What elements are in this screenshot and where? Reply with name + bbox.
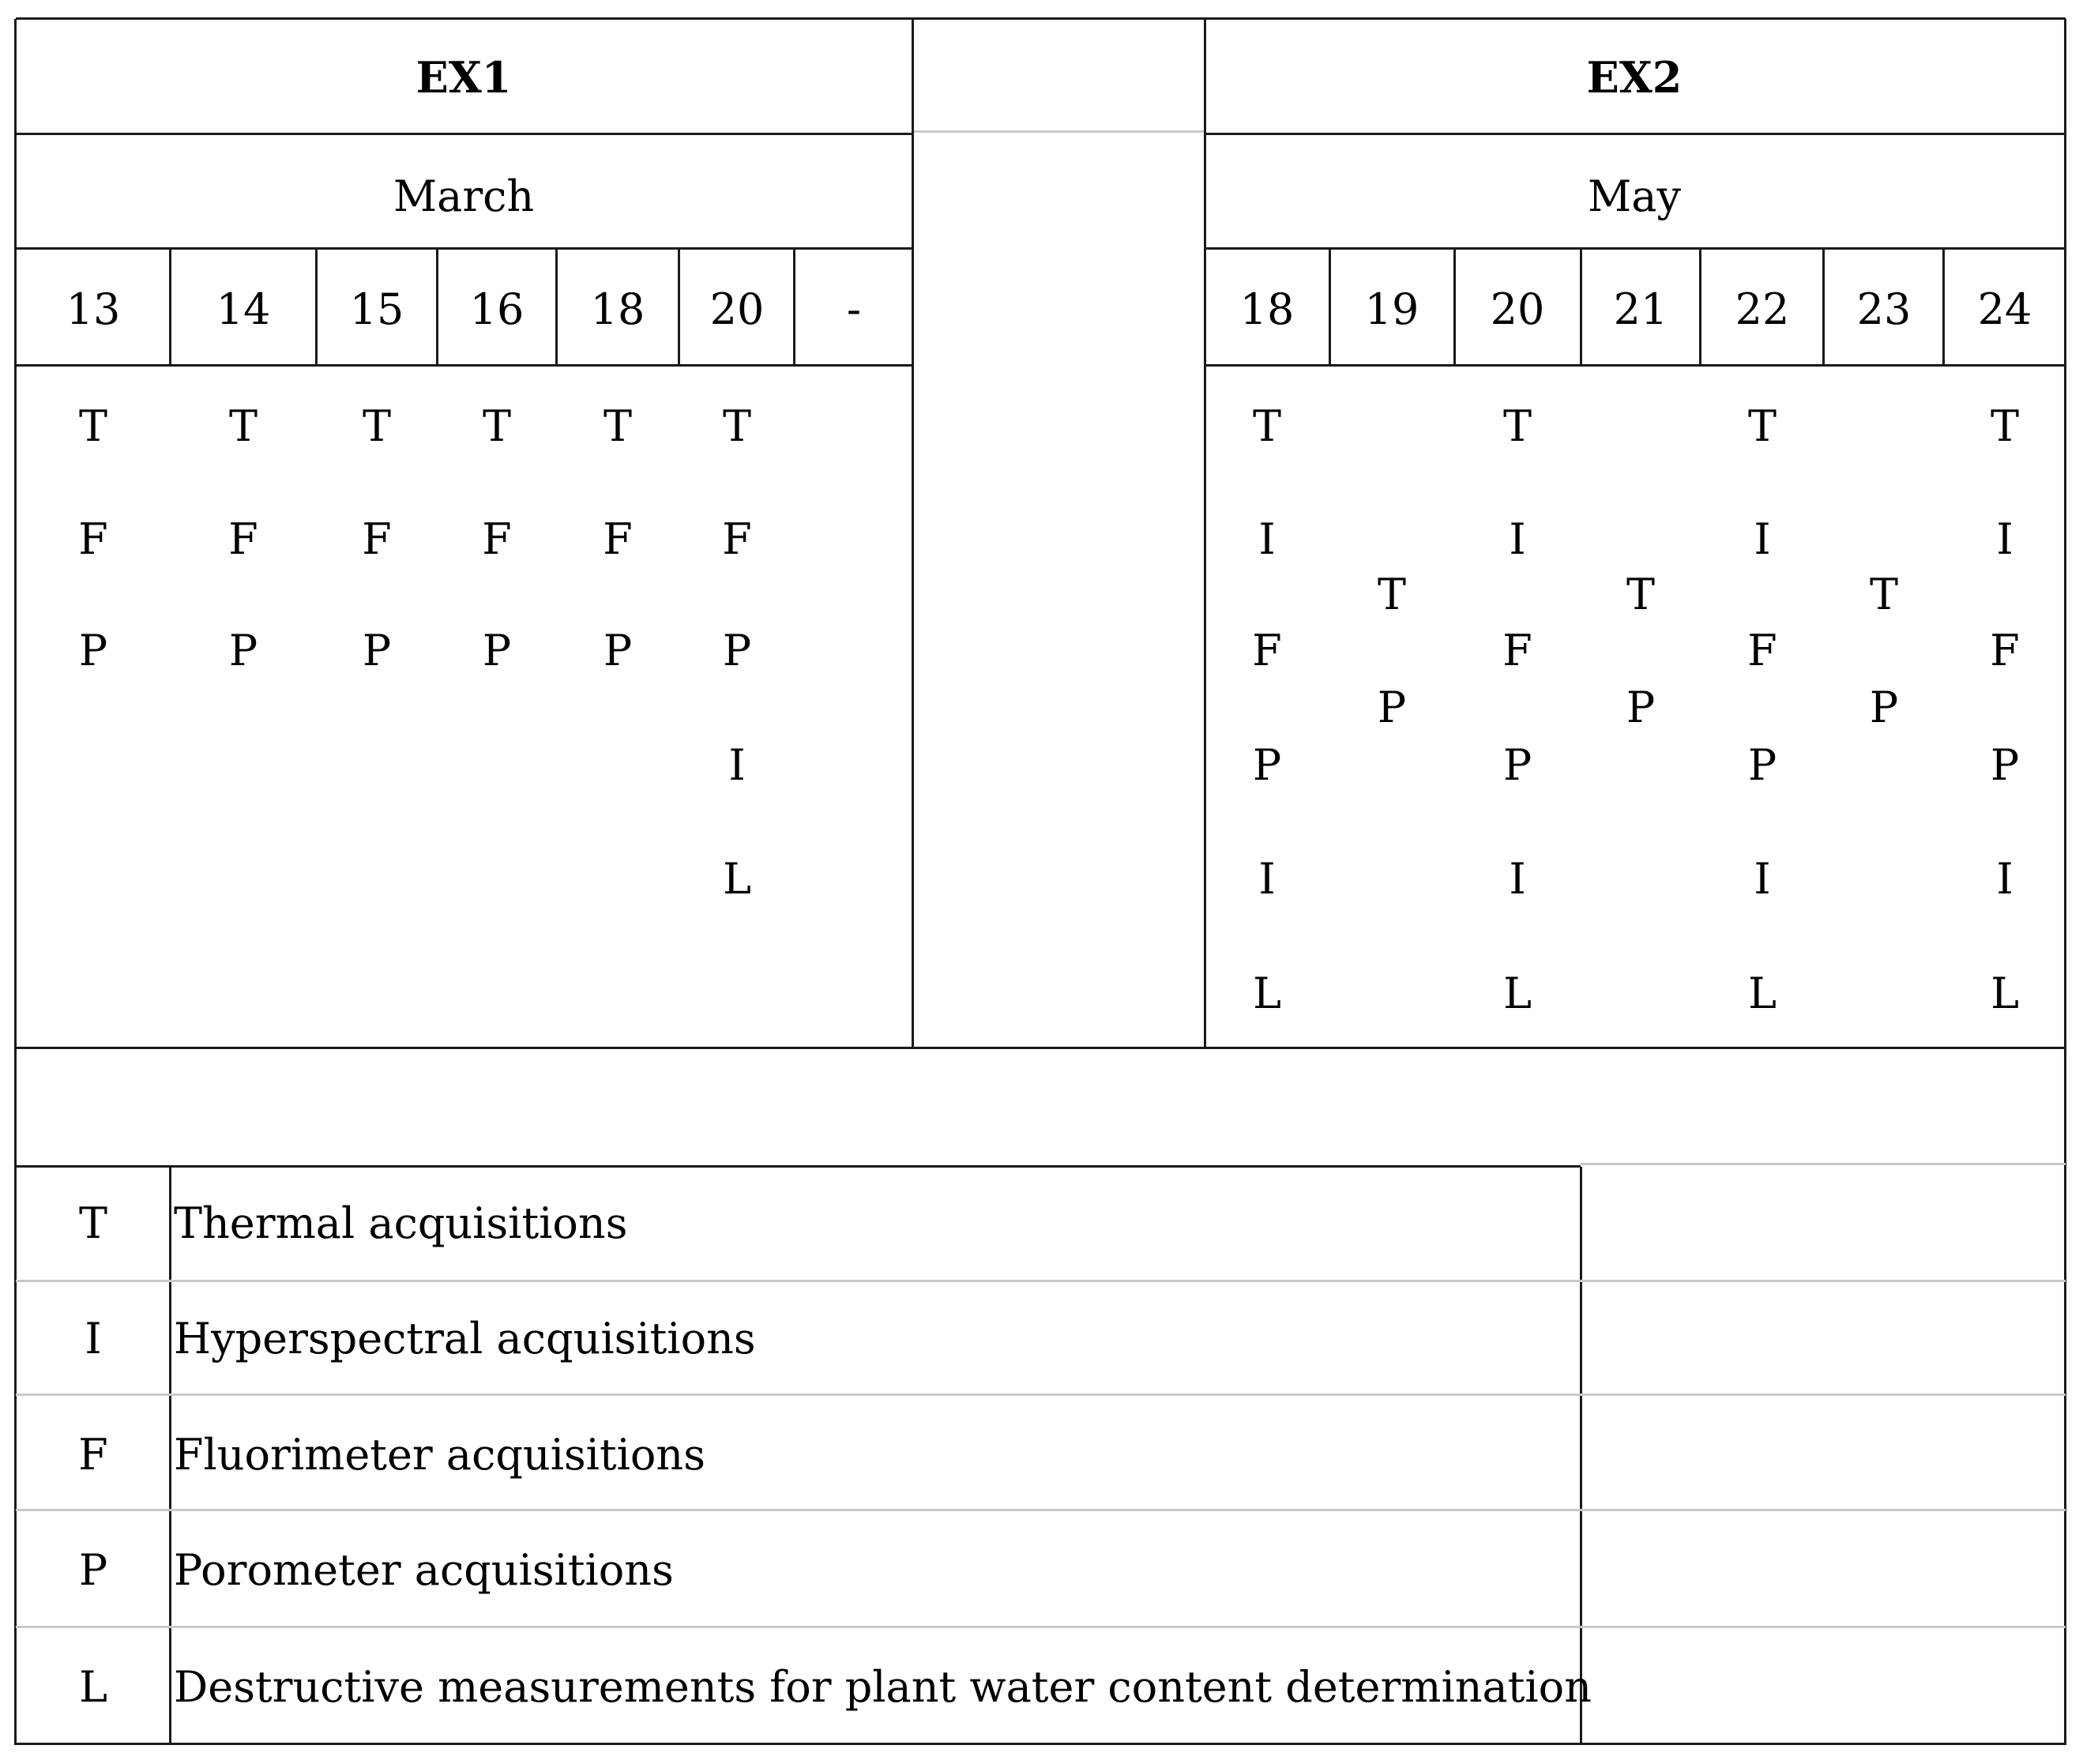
day-column-divider (555, 248, 558, 365)
acquisition-code: P (1502, 740, 1532, 790)
day-column-divider (1822, 248, 1825, 365)
header-rule (1205, 133, 2066, 135)
legend-description: Thermal acquisitions (174, 1198, 628, 1248)
acquisition-code: P (1747, 740, 1777, 790)
acquisition-code: T (1869, 570, 1899, 619)
acquisition-code: I (1754, 514, 1771, 564)
acquisition-code: F (1252, 626, 1282, 675)
acquisition-code: L (1503, 969, 1532, 1018)
acquisition-code: F (1747, 626, 1777, 675)
acquisition-code: F (362, 514, 392, 564)
table-border-bottom (16, 1743, 2066, 1745)
legend-code: T (78, 1198, 108, 1248)
day-label: 18 (1239, 284, 1295, 334)
acquisition-code: F (1502, 626, 1532, 675)
day-column-divider (169, 248, 171, 365)
acquisition-code: P (1377, 683, 1407, 732)
acquisition-code: T (228, 401, 258, 451)
acquisition-code: L (1748, 969, 1777, 1018)
day-column-divider (1453, 248, 1456, 365)
day-label: 18 (590, 284, 645, 334)
header-rule (16, 364, 912, 367)
day-column-divider (793, 248, 795, 365)
day-column-divider (1942, 248, 1945, 365)
day-label: 19 (1364, 284, 1419, 334)
day-label: 22 (1735, 284, 1790, 334)
legend-description: Fluorimeter acquisitions (174, 1430, 705, 1480)
legend-top-rule-faint (1581, 1163, 2066, 1165)
legend-code: P (78, 1545, 108, 1595)
legend-code: I (85, 1314, 102, 1363)
acquisition-code: I (728, 740, 746, 790)
acquisition-code: I (1258, 854, 1276, 904)
acquisition-code: F (603, 514, 633, 564)
day-label: 15 (349, 284, 404, 334)
acquisition-code: P (1252, 740, 1282, 790)
acquisition-code: P (1626, 683, 1656, 732)
header-rule (1205, 247, 2066, 250)
acquisition-code: P (362, 626, 392, 675)
acquisition-code: F (78, 514, 108, 564)
legend-description: Hyperspectral acquisitions (174, 1314, 756, 1363)
day-label: 20 (1490, 284, 1545, 334)
acquisition-code: L (723, 854, 751, 904)
day-label: 16 (469, 284, 525, 334)
header-rule (16, 247, 912, 250)
acquisition-code: F (722, 514, 752, 564)
legend-top-rule (16, 1165, 1581, 1168)
acquisition-code: I (1509, 854, 1526, 904)
legend-code: F (78, 1430, 108, 1480)
acquisition-code: P (1990, 740, 2020, 790)
acquisition-code: T (722, 401, 752, 451)
header-rule (16, 133, 912, 135)
acquisition-code: P (78, 626, 108, 675)
legend-row-rule (16, 1626, 2066, 1628)
day-column-divider (315, 248, 318, 365)
header-rule (1205, 364, 2066, 367)
block-divider (1204, 19, 1206, 1048)
legend-column-divider (1580, 1167, 1582, 1745)
acquisition-code: T (1990, 401, 2020, 451)
legend-description: Destructive measurements for plant water content determination (174, 1662, 1592, 1712)
acquisition-code: I (1754, 854, 1771, 904)
month-label: March (393, 171, 535, 221)
acquisition-code: F (482, 514, 512, 564)
acquisition-code: T (1626, 570, 1656, 619)
day-label: - (846, 284, 862, 334)
acquisition-code: T (78, 401, 108, 451)
acquisition-code: I (1258, 514, 1276, 564)
acquisition-code: T (603, 401, 633, 451)
acquisition-code: P (228, 626, 258, 675)
day-column-divider (436, 248, 438, 365)
acquisition-code: T (1502, 401, 1532, 451)
day-column-divider (1699, 248, 1701, 365)
day-label: 14 (216, 284, 271, 334)
acquisition-code: T (1377, 570, 1407, 619)
legend-row-rule (16, 1280, 2066, 1282)
acquisition-code: P (722, 626, 752, 675)
block-divider (912, 19, 914, 1048)
experiment-title: EX1 (415, 52, 512, 103)
day-label: 23 (1856, 284, 1912, 334)
acquisition-code: T (482, 401, 512, 451)
acquisition-code: F (1990, 626, 2020, 675)
acquisition-code: P (482, 626, 512, 675)
acquisition-code: T (362, 401, 392, 451)
section-rule (16, 1047, 2066, 1049)
table-border-right (2064, 19, 2066, 1745)
legend-row-rule (16, 1509, 2066, 1511)
table-border-left (14, 19, 17, 1745)
acquisition-code: T (1252, 401, 1282, 451)
day-column-divider (678, 248, 680, 365)
header-rule-faint (912, 130, 1205, 133)
acquisition-code: L (1253, 969, 1281, 1018)
acquisition-code: T (1747, 401, 1777, 451)
acquisition-code: F (228, 514, 258, 564)
legend-column-divider (169, 1167, 171, 1745)
day-label: 24 (1977, 284, 2032, 334)
table-border-top (16, 17, 2066, 20)
day-column-divider (1580, 248, 1582, 365)
day-label: 20 (709, 284, 765, 334)
month-label: May (1588, 171, 1681, 221)
acquisition-code: I (1996, 514, 2013, 564)
day-label: 13 (66, 284, 121, 334)
acquisition-code: I (1509, 514, 1526, 564)
experiment-title: EX2 (1586, 52, 1683, 103)
day-label: 21 (1613, 284, 1668, 334)
acquisition-code: L (1991, 969, 2019, 1018)
legend-description: Porometer acquisitions (174, 1545, 674, 1595)
legend-code: L (79, 1662, 107, 1712)
acquisition-code: I (1996, 854, 2013, 904)
day-column-divider (1329, 248, 1331, 365)
acquisition-code: P (1869, 683, 1899, 732)
legend-row-rule (16, 1394, 2066, 1396)
acquisition-code: P (603, 626, 633, 675)
